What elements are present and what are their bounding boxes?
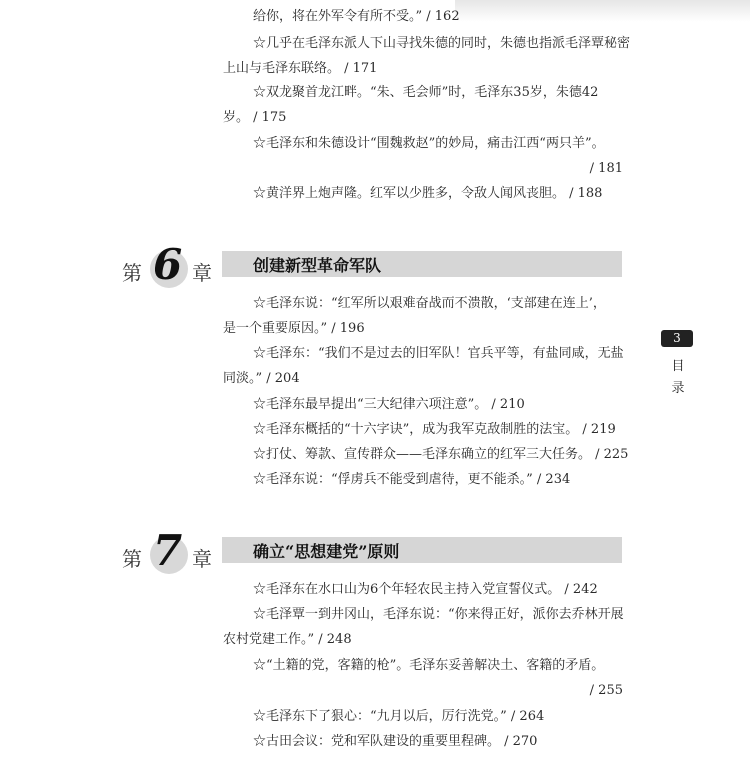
chapter-number: 7 [153, 526, 183, 575]
entry-text: ☆毛泽东最早提出“三大纪律六项注意”。 / 210 [253, 397, 525, 412]
chapter-number: 6 [153, 240, 183, 289]
toc-entry[interactable] [223, 729, 623, 754]
toc-entry[interactable] [223, 417, 623, 442]
entry-text: ☆双龙聚首龙江畔。“朱、毛会师”时，毛泽东35岁，朱德42 [253, 85, 599, 100]
entry-text: ☆黄洋界上炮声隆。红军以少胜多，令敌人闻风丧胆。 / 188 [253, 186, 603, 201]
entry-text: 给你，将在外军令有所不受。” / 162 [253, 9, 460, 24]
toc-entry[interactable] [223, 602, 623, 652]
entry-text: ☆毛泽覃一到井冈山，毛泽东说：“你来得正好，派你去乔林开展 [253, 607, 624, 622]
toc-entry[interactable] [223, 131, 623, 181]
entry-text: ☆“土籍的党，客籍的枪”。毛泽东妥善解决土、客籍的矛盾。 [253, 658, 605, 673]
chapter-title: 创建新型革命军队 [253, 256, 382, 275]
toc-entry[interactable] [223, 653, 623, 703]
toc-entry[interactable] [223, 442, 629, 467]
page-number-tab: 3 [661, 330, 693, 347]
entry-text-cont: 农村党建工作。” / 248 [223, 632, 352, 647]
entry-text: ☆毛泽东概括的“十六字诀”，成为我军克敌制胜的法宝。 / 219 [253, 422, 616, 437]
side-label [671, 356, 685, 400]
entry-text: ☆毛泽东：“我们不是过去的旧军队！官兵平等，有盐同咸，无盐 [253, 346, 624, 361]
entry-text-cont: 同淡。” / 204 [223, 371, 300, 386]
entry-page: / 181 [589, 161, 623, 176]
chapter-zhang: 章 [192, 547, 212, 571]
chapter-di: 第 [122, 547, 142, 571]
entry-text: ☆毛泽东说：“俘虏兵不能受到虐待，更不能杀。” / 234 [253, 472, 571, 487]
toc-entry[interactable] [223, 704, 623, 729]
entry-text: ☆毛泽东下了狠心：“九月以后，厉行洗党。” / 264 [253, 709, 545, 724]
entry-text: ☆古田会议：党和军队建设的重要里程碑。 / 270 [253, 734, 538, 749]
chapter-di: 第 [122, 261, 142, 285]
toc-entry[interactable] [223, 31, 631, 81]
entry-text-cont: 是一个重要原因。” / 196 [223, 321, 365, 336]
entry-text: ☆毛泽东在水口山为6个年轻农民主持入党宣誓仪式。 / 242 [253, 582, 598, 597]
entry-text-cont: 岁。 / 175 [223, 110, 287, 125]
entry-page: / 255 [589, 683, 623, 698]
toc-entry[interactable] [223, 80, 623, 130]
side-label-1: 目 [671, 359, 685, 374]
toc-entry[interactable] [223, 467, 623, 492]
toc-entry[interactable] [223, 577, 623, 602]
entry-text: ☆毛泽东和朱德设计“围魏救赵”的妙局，痛击江西“两只羊”。 [253, 136, 605, 151]
entry-text-cont: 上山与毛泽东联络。 / 171 [223, 61, 378, 76]
toc-entry[interactable] [223, 4, 623, 29]
toc-entry[interactable] [223, 291, 623, 341]
toc-entry[interactable] [223, 392, 623, 417]
toc-entry[interactable] [223, 341, 623, 391]
entry-text: ☆几乎在毛泽东派人下山寻找朱德的同时，朱德也指派毛泽覃秘密 [253, 36, 631, 51]
chapter-title: 确立“思想建党”原则 [253, 542, 400, 561]
side-label-2: 录 [671, 381, 685, 396]
toc-entry[interactable] [223, 181, 623, 206]
entry-text: ☆打仗、筹款、宣传群众——毛泽东确立的红军三大任务。 / 225 [253, 447, 629, 462]
entry-text: ☆毛泽东说：“红军所以艰难奋战而不溃散，‘支部建在连上’， [253, 296, 606, 311]
chapter-zhang: 章 [192, 261, 212, 285]
